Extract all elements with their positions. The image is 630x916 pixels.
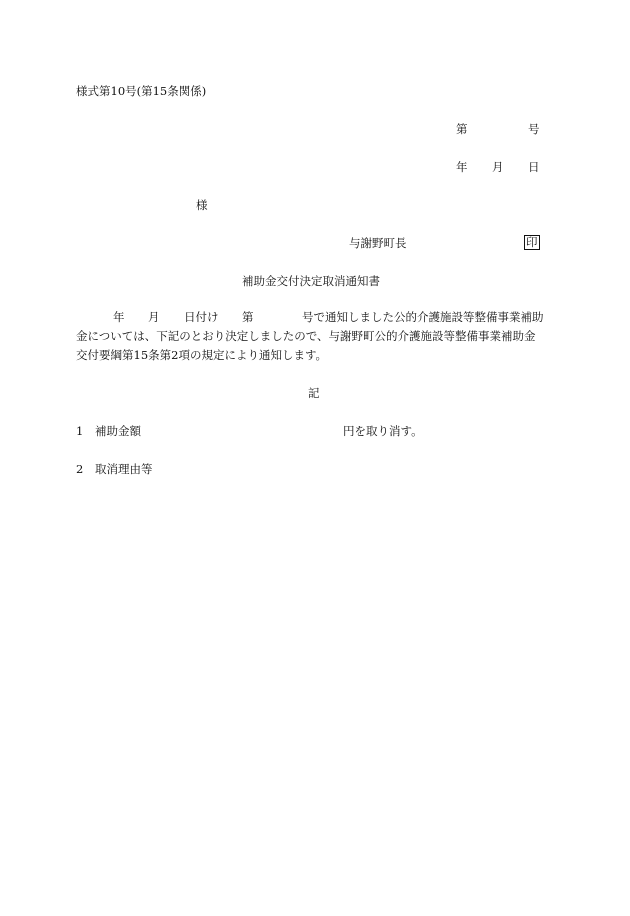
- body-line2: 金については、下記のとおり決定しましたので、与謝野町公的介護施設等整備事業補助金: [76, 329, 536, 343]
- item-1-tail: 円を取り消す。: [343, 424, 423, 438]
- item-2-label: 取消理由等: [95, 462, 153, 476]
- date-day: 日: [528, 160, 540, 174]
- number-prefix: 第: [456, 122, 468, 136]
- body-dated: 日付け: [184, 310, 219, 324]
- date-month: 月: [492, 160, 504, 174]
- item-1-number: 1: [76, 424, 84, 438]
- body-month: 月: [148, 310, 160, 324]
- document-title: 補助金交付決定取消通知書: [242, 274, 380, 288]
- form-title: 様式第10号(第15条関係): [76, 84, 207, 98]
- item-1-label: 補助金額: [95, 424, 141, 438]
- addressee-suffix: 様: [196, 198, 208, 212]
- body-year: 年: [113, 310, 125, 324]
- number-suffix: 号: [528, 122, 540, 136]
- seal-mark: [524, 234, 540, 250]
- body-number-prefix: 第: [242, 310, 254, 324]
- issuer-name: 与謝野町長: [349, 236, 407, 250]
- date-year: 年: [456, 160, 468, 174]
- body-line3: 交付要綱第15条第2項の規定により通知します。: [76, 348, 328, 362]
- seal-label: 印: [526, 235, 538, 249]
- body-line1-rest: 号で通知しました公的介護施設等整備事業補助: [302, 310, 544, 324]
- item-2-number: 2: [76, 462, 84, 476]
- ki-heading: 記: [308, 386, 320, 400]
